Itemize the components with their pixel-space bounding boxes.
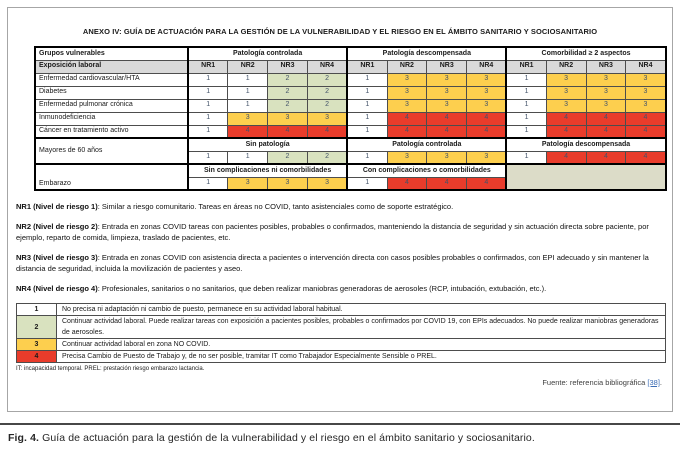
risk-cell: 1 bbox=[228, 151, 268, 164]
group-header: Patología descompensada bbox=[347, 47, 506, 60]
age-subheader: Patología descompensada bbox=[506, 138, 665, 151]
exposure-row-header: Exposición laboral bbox=[35, 60, 188, 73]
risk-cell: 2 bbox=[268, 151, 308, 164]
risk-cell: 3 bbox=[626, 86, 666, 99]
risk-cell: 2 bbox=[268, 86, 308, 99]
risk-cell: 1 bbox=[347, 86, 387, 99]
disease-row bbox=[35, 125, 666, 138]
note-nr3 bbox=[16, 252, 671, 274]
risk-cell: 3 bbox=[586, 73, 626, 86]
nr-header: NR1 bbox=[188, 60, 228, 73]
nr-header: NR1 bbox=[506, 60, 546, 73]
risk-cell: 3 bbox=[387, 73, 427, 86]
note-nr4-text: : Profesionales, sanitarios o no sanitarios, que deben realizar maniobras generadoras de aerosoles (RCP, intubación, extubación, etc.). bbox=[97, 284, 547, 293]
risk-cell: 4 bbox=[467, 125, 507, 138]
source-suffix: . bbox=[659, 378, 662, 387]
disease-label: Diabetes bbox=[35, 86, 188, 99]
risk-cell: 3 bbox=[427, 151, 467, 164]
legend-row bbox=[17, 339, 666, 351]
risk-cell: 3 bbox=[427, 73, 467, 86]
legend-row bbox=[17, 351, 666, 363]
risk-cell: 4 bbox=[626, 112, 666, 125]
risk-cell: 1 bbox=[188, 86, 228, 99]
risk-cell: 2 bbox=[268, 99, 308, 112]
risk-cell: 4 bbox=[586, 151, 626, 164]
risk-cell: 4 bbox=[268, 125, 308, 138]
risk-cell: 1 bbox=[506, 86, 546, 99]
nr-header: NR4 bbox=[467, 60, 507, 73]
risk-cell: 3 bbox=[626, 73, 666, 86]
risk-cell: 2 bbox=[268, 73, 308, 86]
nr-header: NR3 bbox=[427, 60, 467, 73]
legend-row bbox=[17, 316, 666, 339]
nr-header: NR4 bbox=[307, 60, 347, 73]
legend-num-2: 2 bbox=[17, 316, 57, 339]
risk-cell: 4 bbox=[626, 125, 666, 138]
matrix-nr-header-row bbox=[35, 60, 666, 73]
risk-cell: 1 bbox=[347, 125, 387, 138]
note-nr1-label: NR1 (Nivel de riesgo 1) bbox=[16, 202, 98, 211]
risk-cell: 4 bbox=[387, 112, 427, 125]
risk-cell: 1 bbox=[347, 99, 387, 112]
risk-level-notes bbox=[16, 201, 671, 294]
nr-header: NR1 bbox=[347, 60, 387, 73]
caption-divider bbox=[0, 423, 680, 425]
risk-cell: 4 bbox=[626, 151, 666, 164]
risk-cell: 3 bbox=[307, 177, 347, 190]
risk-cell: 4 bbox=[467, 177, 507, 190]
legend-text-4: Precisa Cambio de Puesto de Trabajo y, de no ser posible, tramitar IT como Trabajador Especialmente Sensible o PREL. bbox=[57, 351, 666, 363]
annex-title: ANEXO IV: GUÍA DE ACTUACIÓN PARA LA GESTIÓN DE LA VULNERABILIDAD Y EL RIESGO EN EL ÁMBITO SANITARIO Y SOCIOSANITARIO bbox=[82, 27, 598, 36]
risk-cell: 3 bbox=[467, 99, 507, 112]
risk-cell: 3 bbox=[427, 99, 467, 112]
risk-cell: 4 bbox=[387, 125, 427, 138]
risk-cell: 4 bbox=[586, 125, 626, 138]
matrix-group-header-row bbox=[35, 47, 666, 60]
risk-cell: 1 bbox=[347, 177, 387, 190]
nr-header: NR2 bbox=[546, 60, 586, 73]
risk-cell: 1 bbox=[188, 112, 228, 125]
disease-label: Enfermedad cardiovascular/HTA bbox=[35, 73, 188, 86]
figure-caption-text: Guía de actuación para la gestión de la vulnerabilidad y el riesgo en el ámbito sanitario y sociosanitario. bbox=[39, 432, 535, 444]
risk-cell: 1 bbox=[506, 99, 546, 112]
age-label: Mayores de 60 años bbox=[35, 138, 188, 164]
note-nr3-label: NR3 (Nivel de riesgo 3) bbox=[16, 253, 98, 262]
empty-cell bbox=[506, 164, 665, 190]
risk-cell: 3 bbox=[427, 86, 467, 99]
legend-text-2: Continuar actividad laboral. Puede realizar tareas con exposición a pacientes posibles, probables o confirmados por COVID 19, con EPIs adecuados. No puede realizar maniobras generadoras de aerosoles. bbox=[57, 316, 666, 339]
disease-label: Enfermedad pulmonar crónica bbox=[35, 99, 188, 112]
nr-header: NR3 bbox=[268, 60, 308, 73]
pregnancy-subheader: Con complicaciones o comorbilidades bbox=[347, 164, 506, 177]
source-prefix: Fuente: referencia bibliográfica bbox=[542, 378, 648, 387]
risk-cell: 3 bbox=[586, 99, 626, 112]
risk-cell: 1 bbox=[506, 125, 546, 138]
risk-cell: 3 bbox=[387, 99, 427, 112]
nr-header: NR2 bbox=[228, 60, 268, 73]
legend-table bbox=[16, 303, 666, 363]
nr-header: NR3 bbox=[586, 60, 626, 73]
risk-cell: 3 bbox=[307, 112, 347, 125]
age-subheader: Sin patología bbox=[188, 138, 347, 151]
risk-cell: 1 bbox=[188, 73, 228, 86]
source-line bbox=[16, 378, 664, 387]
risk-cell: 3 bbox=[586, 86, 626, 99]
nr-header: NR4 bbox=[626, 60, 666, 73]
note-nr2 bbox=[16, 221, 671, 243]
pregnancy-label: Embarazo bbox=[35, 164, 188, 190]
figure-caption bbox=[8, 432, 680, 444]
risk-cell: 4 bbox=[586, 112, 626, 125]
risk-cell: 1 bbox=[506, 112, 546, 125]
note-nr2-label: NR2 (Nivel de riesgo 2) bbox=[16, 222, 98, 231]
risk-cell: 3 bbox=[546, 99, 586, 112]
risk-cell: 4 bbox=[387, 177, 427, 190]
risk-cell: 3 bbox=[268, 177, 308, 190]
risk-cell: 3 bbox=[467, 86, 507, 99]
note-nr4 bbox=[16, 283, 671, 294]
group-header: Comorbilidad ≥ 2 aspectos bbox=[506, 47, 665, 60]
risk-cell: 4 bbox=[427, 112, 467, 125]
disease-row bbox=[35, 86, 666, 99]
nr-header: NR2 bbox=[387, 60, 427, 73]
risk-cell: 4 bbox=[228, 125, 268, 138]
disease-label: Inmunodeficiencia bbox=[35, 112, 188, 125]
risk-cell: 1 bbox=[228, 99, 268, 112]
legend-num-3: 3 bbox=[17, 339, 57, 351]
pregnancy-subheader: Sin complicaciones ni comorbilidades bbox=[188, 164, 347, 177]
legend-row bbox=[17, 304, 666, 316]
risk-cell: 3 bbox=[546, 73, 586, 86]
legend-num-4: 4 bbox=[17, 351, 57, 363]
risk-cell: 3 bbox=[626, 99, 666, 112]
risk-cell: 1 bbox=[506, 151, 546, 164]
risk-cell: 1 bbox=[347, 151, 387, 164]
age-subheader: Patología controlada bbox=[347, 138, 506, 151]
risk-cell: 4 bbox=[467, 112, 507, 125]
reference-link[interactable]: [38] bbox=[647, 378, 660, 387]
risk-cell: 4 bbox=[546, 151, 586, 164]
note-nr1 bbox=[16, 201, 671, 212]
legend-text-3: Continuar actividad laboral en zona NO COVID. bbox=[57, 339, 666, 351]
risk-cell: 1 bbox=[506, 73, 546, 86]
pregnancy-subheader-row bbox=[35, 164, 666, 177]
risk-cell: 4 bbox=[546, 125, 586, 138]
abbreviation-footnote: IT: incapacidad temporal. PREL: prestación riesgo embarazo lactancia. bbox=[16, 366, 205, 372]
risk-cell: 2 bbox=[307, 86, 347, 99]
risk-cell: 3 bbox=[467, 73, 507, 86]
risk-cell: 1 bbox=[188, 99, 228, 112]
risk-cell: 1 bbox=[228, 73, 268, 86]
group-header: Patología controlada bbox=[188, 47, 347, 60]
risk-cell: 4 bbox=[427, 125, 467, 138]
figure-caption-label: Fig. 4. bbox=[8, 432, 40, 444]
disease-row bbox=[35, 112, 666, 125]
note-nr3-text: : Entrada en zonas COVID con asistencia directa a pacientes o intervención directa con casos posibles probables o confirmados, con EPI adecuado y sin mantener la distancia de seguridad, incluida la movilización de pacientes y aseo. bbox=[16, 253, 649, 273]
disease-row bbox=[35, 73, 666, 86]
risk-cell: 3 bbox=[387, 151, 427, 164]
risk-matrix-table bbox=[34, 46, 667, 191]
disease-row bbox=[35, 99, 666, 112]
risk-cell: 4 bbox=[427, 177, 467, 190]
note-nr1-text: : Similar a riesgo comunitario. Tareas en áreas no COVID, tanto asistenciales como de soporte estratégico. bbox=[97, 202, 454, 211]
age-subheader-row bbox=[35, 138, 666, 151]
risk-cell: 2 bbox=[307, 73, 347, 86]
risk-cell: 3 bbox=[467, 151, 507, 164]
risk-cell: 4 bbox=[546, 112, 586, 125]
risk-cell: 1 bbox=[347, 112, 387, 125]
risk-cell: 2 bbox=[307, 151, 347, 164]
risk-cell: 3 bbox=[387, 86, 427, 99]
legend-text-1: No precisa ni adaptación ni cambio de puesto, permanece en su actividad laboral habitual. bbox=[57, 304, 666, 316]
risk-cell: 3 bbox=[228, 112, 268, 125]
risk-cell: 1 bbox=[228, 86, 268, 99]
annex-figure-box bbox=[7, 7, 673, 412]
risk-cell: 1 bbox=[347, 73, 387, 86]
risk-cell: 1 bbox=[188, 177, 228, 190]
note-nr2-text: : Entrada en zonas COVID tareas con pacientes posibles, probables o confirmados, manteniendo la distancia de seguridad y sin actuación directa sobre paciente, por ejemplo, reparto de comida, limpieza, traslado de pacientes, etc. bbox=[16, 222, 649, 242]
risk-cell: 1 bbox=[188, 125, 228, 138]
risk-cell: 1 bbox=[188, 151, 228, 164]
risk-cell: 3 bbox=[228, 177, 268, 190]
risk-cell: 3 bbox=[546, 86, 586, 99]
corner-header: Grupos vulnerables bbox=[35, 47, 188, 60]
risk-cell: 3 bbox=[268, 112, 308, 125]
risk-cell: 4 bbox=[307, 125, 347, 138]
legend-num-1: 1 bbox=[17, 304, 57, 316]
note-nr4-label: NR4 (Nivel de riesgo 4) bbox=[16, 284, 98, 293]
disease-label: Cáncer en tratamiento activo bbox=[35, 125, 188, 138]
risk-cell: 2 bbox=[307, 99, 347, 112]
